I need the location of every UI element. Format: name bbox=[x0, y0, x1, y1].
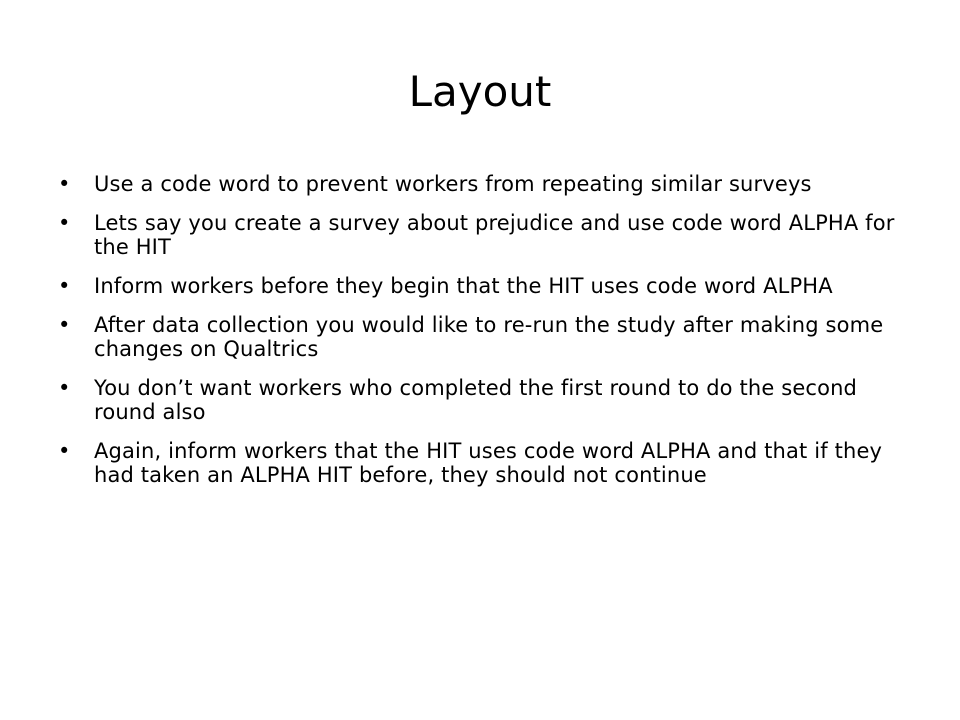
bullet-text: Use a code word to prevent workers from repeating similar surveys bbox=[94, 172, 812, 196]
bullet-item bbox=[58, 439, 898, 487]
bullet-icon: • bbox=[58, 274, 71, 298]
bullet-icon: • bbox=[58, 172, 71, 196]
bullet-item bbox=[58, 313, 898, 361]
bullet-icon: • bbox=[58, 439, 71, 463]
bullet-item bbox=[58, 172, 898, 196]
bullet-icon: • bbox=[58, 211, 71, 235]
bullet-text: Inform workers before they begin that the HIT uses code word ALPHA bbox=[94, 274, 833, 298]
bullet-list bbox=[58, 172, 898, 502]
slide-title: Layout bbox=[408, 67, 552, 116]
bullet-text: You don’t want workers who completed the first round to do the second round also bbox=[94, 376, 858, 424]
bullet-item bbox=[58, 274, 898, 298]
bullet-icon: • bbox=[58, 313, 71, 337]
bullet-text: Lets say you create a survey about prejudice and use code word ALPHA for the HIT bbox=[94, 211, 895, 259]
bullet-text: Again, inform workers that the HIT uses code word ALPHA and that if they had taken an ALPHA HIT before, they should not continue bbox=[94, 439, 883, 487]
bullet-item bbox=[58, 376, 898, 424]
bullet-text: After data collection you would like to re-run the study after making some changes on Qualtrics bbox=[94, 313, 884, 361]
bullet-item bbox=[58, 211, 898, 259]
bullet-icon: • bbox=[58, 376, 71, 400]
